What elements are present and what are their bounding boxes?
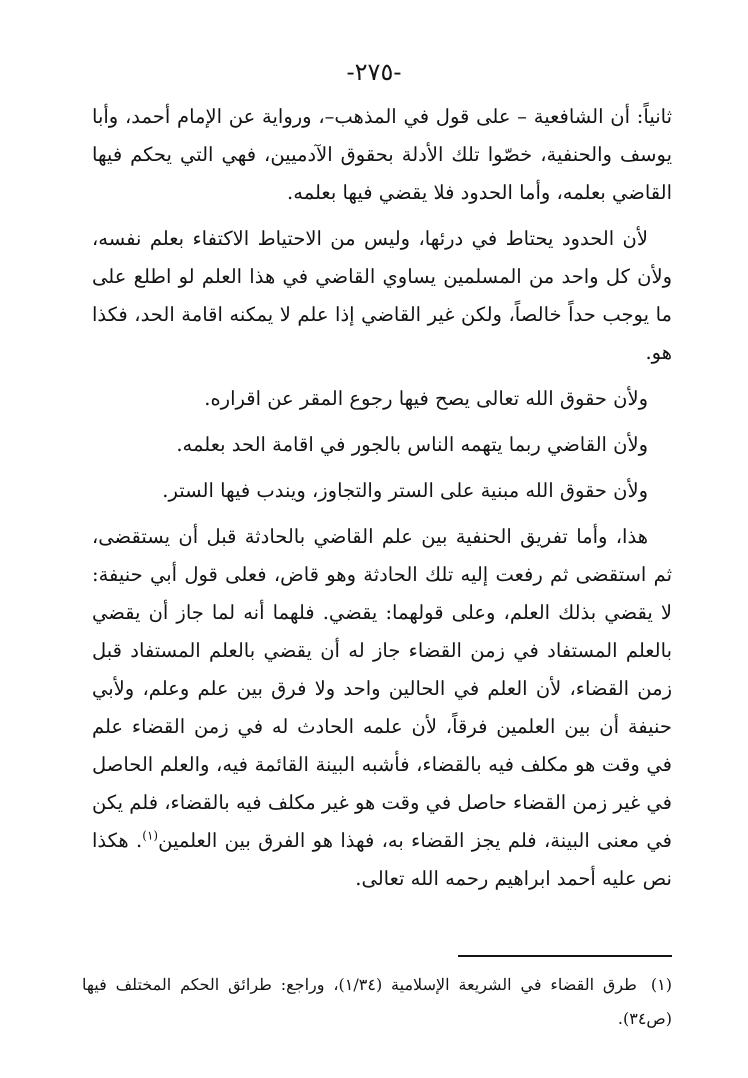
footnote-number: (١)	[650, 975, 672, 994]
footnote-marker[interactable]: (١)	[142, 828, 159, 843]
paragraph-5: ولأن حقوق الله مبنية على الستر والتجاوز، ويندب فيها الستر.	[162, 479, 648, 502]
main-text	[92, 98, 672, 906]
paragraph-1: ثانياً: أن الشافعية – على قول في المذهب–، ورواية عن الإمام أحمد، وأبا يوسف والحنفية، خصّوا تلك الأدلة بحقوق الآدميين، فهي التي يحكم فيها القاضي بعلمه، وأما الحدود فلا يقضي فيها بعلمه.	[92, 105, 672, 204]
page-number: -٢٧٥-	[346, 58, 402, 86]
footnote	[82, 968, 672, 1036]
paragraph-2: لأن الحدود يحتاط في درئها، وليس من الاحتياط الاكتفاء بعلم نفسه، ولأن كل واحد من المسلمين يساوي القاضي في هذا العلم لو اطلع على ما يوجب حداً خالصاً، ولكن غير القاضي إذا علم لا يمكنه اقامة الحد، فكذا هو.	[92, 227, 672, 364]
paragraph-6-text: هذا، وأما تفريق الحنفية بين علم القاضي بالحادثة قبل أن يستقضى، ثم استقضى ثم رفعت إليه تلك الحادثة وهو قاض، فعلى قول أبي حنيفة: لا يقضي بذلك العلم، وعلى قولهما: يقضي. فلهما أنه لما جاز أن يقضي بالعلم المستفاد في زمن القضاء جاز له أن يقضي بالعلم المستفاد قبل زمن القضاء، لأن العلم في الحالين واحد ولا فرق بين علم وعلم، ولأبي حنيفة أن بين العلمين فرقاً، لأن علمه الحادث له في زمن القضاء علم في وقت هو مكلف فيه بالقضاء، فأشبه البينة القائمة فيه، والعلم الحاصل في غير زمن القضاء حاصل في وقت هو غير مكلف فيه بالقضاء، فلم يكن في معنى البينة، فلم يجز القضاء به، فهذا هو الفرق بين العلمين	[92, 525, 672, 852]
footnote-text: طرق القضاء في الشريعة الإسلامية (١/٣٤)، وراجع: طرائق الحكم المختلف فيها (ص٣٤).	[82, 975, 672, 1028]
footnote-divider	[458, 955, 672, 957]
paragraph-6-tail: . هكذا نص عليه أحمد ابراهيم رحمه الله تعالى.	[92, 829, 672, 890]
paragraph-6	[92, 518, 672, 898]
paragraph-4: ولأن القاضي ربما يتهمه الناس بالجور في اقامة الحد بعلمه.	[176, 433, 648, 456]
paragraph-3: ولأن حقوق الله تعالى يصح فيها رجوع المقر عن اقراره.	[204, 387, 648, 410]
